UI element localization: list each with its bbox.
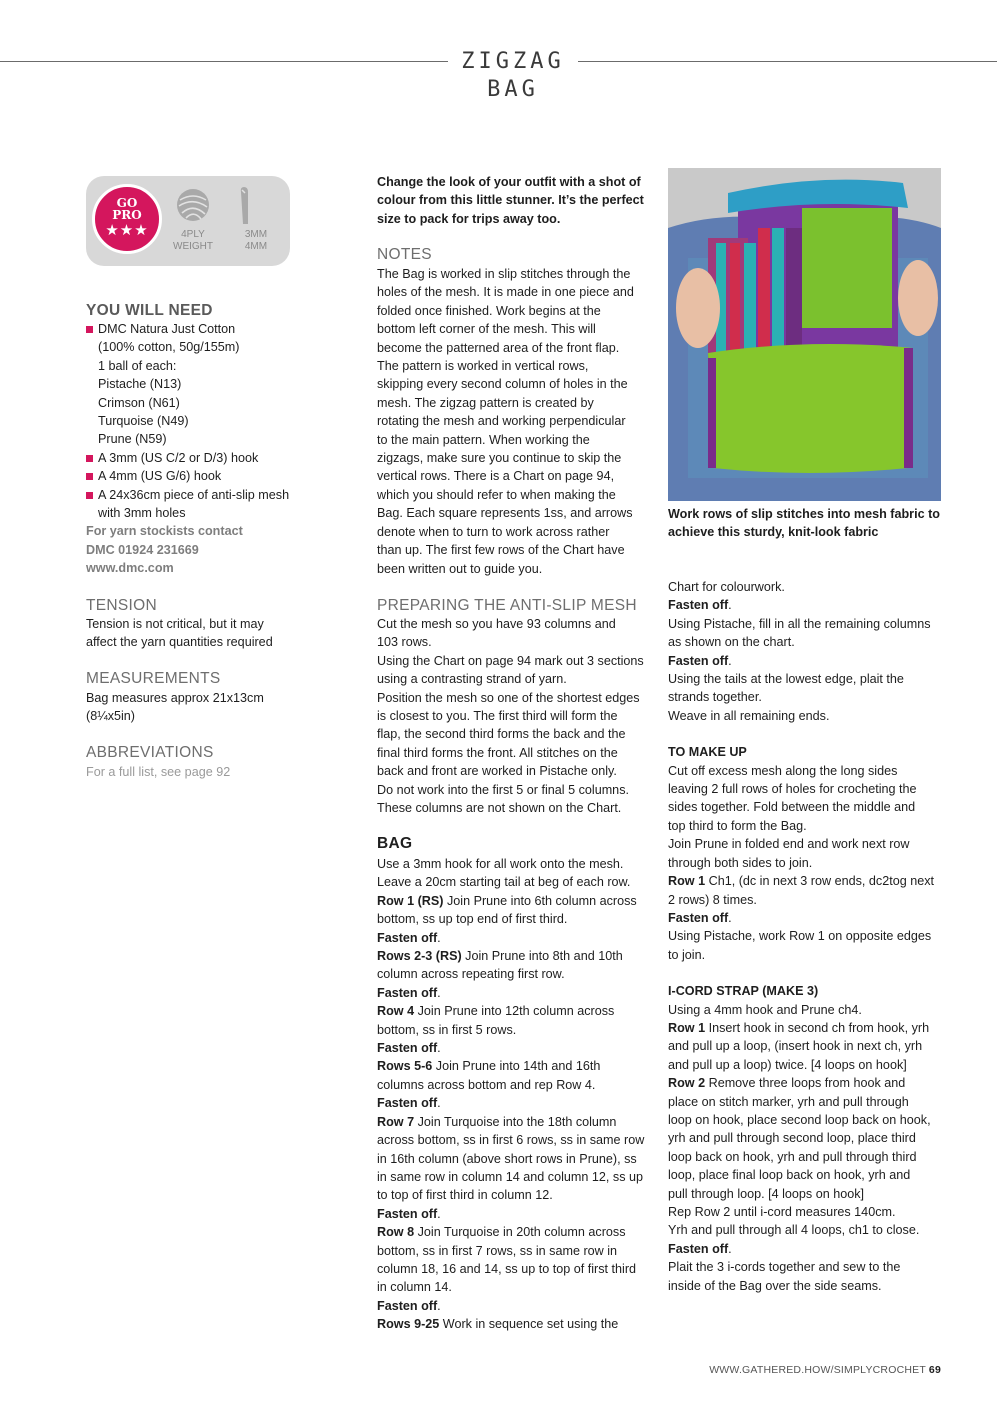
page-title: ZIGZAG BAG [461, 49, 565, 102]
text-line: Cut the mesh so you have 93 columns and [377, 617, 616, 631]
list-item: A 3mm (US C/2 or D/3) hook [86, 449, 326, 467]
text-line: The Bag is worked in slip stitches through the [377, 267, 631, 281]
hook-size-label: 3MM 4MM [244, 229, 268, 252]
text-line: to the main pattern. When working the [377, 432, 590, 447]
page-footer [600, 1361, 941, 1379]
badge-level-top: GO [116, 196, 138, 210]
text-line: Bag. Each square represents 1ss, and arrows [377, 506, 633, 521]
intro-text: Change the look of your outfit with a shot of colour from this little stunner. It’s the perfect size to pack for trips away too. [377, 175, 644, 226]
badge-level-bottom: PRO [112, 208, 142, 222]
abbreviations-heading: ABBREVIATIONS [86, 744, 214, 761]
list-item: A 4mm (US G/6) hook [86, 467, 326, 485]
measurements-heading: MEASUREMENTS [86, 670, 221, 687]
materials-list [86, 320, 326, 578]
bag-photo [668, 168, 941, 501]
crochet-hook-icon [236, 184, 256, 228]
bag-heading: BAG [377, 835, 413, 852]
yarn-quantity: 1 ball of each: [98, 358, 177, 373]
icord-heading: I-CORD STRAP (MAKE 3) [668, 984, 819, 999]
text-line: rotating the mesh and working perpendicular [377, 414, 626, 429]
colour-item: Turquoise (N49) [98, 414, 189, 429]
text-line: mesh. The zigzag pattern is created by [377, 395, 594, 410]
tension-text: Tension is not critical, but it may affect the yarn quantities required [86, 617, 273, 650]
photo-caption: Work rows of slip stitches into mesh fabric to achieve this sturdy, knit-look fabric [668, 507, 940, 540]
text-line: Position the mesh so one of the shortest edges [377, 690, 640, 705]
text-line: denote when to turn to work across rather [377, 524, 610, 539]
text-line: The pattern is worked in vertical rows, [377, 359, 589, 374]
you-will-need-heading: YOU WILL NEED [86, 302, 213, 319]
colour-item: Crimson (N61) [98, 395, 180, 410]
abbreviations-text: For a full list, see page 92 [86, 765, 231, 779]
header-rule-right [578, 61, 997, 62]
text-line: than up. The first few rows of the Chart have [377, 543, 625, 558]
text-line: become the patterned area of the front flap. [377, 340, 620, 355]
text-line: is closest to you. The first third will form the [377, 709, 618, 724]
badge-stars: ★★★ [105, 222, 149, 239]
text-line: folded once finished. Work begins at the [377, 303, 601, 318]
footer-url[interactable]: WWW.GATHERED.HOW/SIMPLYCROCHET [709, 1364, 926, 1376]
colour-item: Prune (N59) [98, 432, 167, 447]
preparing-heading: PREPARING THE ANTI-SLIP MESH [377, 597, 637, 614]
notes-heading: NOTES [377, 246, 432, 263]
bag-instructions: Use a 3mm hook for all work onto the mesh. Leave a 20cm starting tail at beg of each row. Row 1 (RS) Join Prune into 6th column across bottom, ss up top end of first third. Fasten off. Rows 2-3 (RS) Join Prune into 8th and 10th column across repeating first row. Fasten off. Row 4 Join Prune into 12th column across bottom, ss in first 5 rows. Fasten off. Rows 5-6 Join Prune into 14th and 16th columns across bottom and rep Row 4. Fasten off. Row 7 Join Turquoise into the 18th column across bottom, ss in first 6 rows, ss in same row in 16th column (above short rows in Prune), ss in same row in column 14 and column 12, ss up to top of first third in column 12. Fasten off. Row 8 Join Turquoise in 20th column across bottom, ss in first 7 rows, ss in same row in column 18, 16 and 14, ss up to top of first third in column 14. Fasten off. Rows 9-25 Work in sequence set using the [377, 857, 645, 1332]
text-line: Do not work into the first 5 or final 5 columns. [377, 782, 629, 797]
stockist-contact: For yarn stockists contact [86, 524, 243, 539]
text-line: back and front are worked in Pistache only. [377, 764, 617, 779]
yarn-ball-icon [176, 188, 210, 222]
yarn-detail: (100% cotton, 50g/155m) [98, 340, 240, 355]
preparing-text [377, 615, 657, 817]
make-up-heading: TO MAKE UP [668, 745, 747, 760]
bag-illustration [668, 168, 941, 501]
text-line: been written out to guide you. [377, 561, 543, 576]
list-item: DMC Natura Just Cotton [86, 320, 326, 338]
yarn-weight-label: 4PLY WEIGHT [173, 229, 213, 252]
text-line: zigzags, make sure you continue to skip the [377, 451, 622, 466]
tension-heading: TENSION [86, 597, 157, 614]
text-line: which you should refer to when making the [377, 487, 616, 502]
text-line: using a contrasting strand of yarn. [377, 672, 567, 687]
text-line: final third forms the front. All stitches on the [377, 745, 618, 760]
difficulty-badge [92, 184, 162, 254]
text-line: skipping every second column of holes in the [377, 377, 628, 392]
right-column-text: Chart for colourwork. Fasten off. Using Pistache, fill in all the remaining columns as shown on the chart. Fasten off. Using the tails at the lowest edge, plait the strands together. Weave in all remaining ends. TO MAKE UP Cut off excess mesh along the long sides leaving 2 full rows of holes for crocheting the sides together. Fold between the middle and top third to form the Bag. Join Prune in folded end and work next row through both sides to join. Row 1 Ch1, (dc in next 3 row ends, dc2tog next 2 rows) 8 times. Fasten off. Using Pistache, work Row 1 on opposite edges to join. I-CORD STRAP (MAKE 3) Using a 4mm hook and Prune ch4. Row 1 Insert hook in second ch from hook, yrh and pull up a loop, (insert hook in next ch, yrh and pull up a loop) twice. [4 loops on hook] Row 2 Remove three loops from hook and place on stitch marker, yrh and pull through loop on hook, place second loop back on hook, yrh and pull through second loop, place third loop back on hook, yrh and pull through third loop, place final loop back on hook, yrh and pull through loop. [4 loops on hook] Rep Row 2 until i-cord measures 140cm. Yrh and pull through all 4 loops, ch1 to close. Fasten off. Plait the 3 i-cords together and sew to the inside of the Bag over the side seams. [668, 578, 948, 1295]
list-item: A 24x36cm piece of anti-slip mesh [86, 486, 326, 504]
page-number: 69 [928, 1364, 941, 1376]
header-rule-left [0, 61, 448, 62]
text-line: Using the Chart on page 94 mark out 3 sections [377, 653, 644, 668]
text-line: 103 rows. [377, 635, 432, 650]
stockist-website[interactable]: www.dmc.com [86, 561, 174, 576]
notes-text [377, 265, 657, 578]
stockist-phone: DMC 01924 231669 [86, 542, 199, 557]
measurements-text: Bag measures approx 21x13cm (8¼x5in) [86, 691, 264, 724]
text-line: holes of the mesh. It is made in one piece and [377, 285, 634, 300]
colour-item: Pistache (N13) [98, 377, 182, 392]
text-line: vertical rows. There is a Chart on page 94, [377, 469, 615, 484]
mesh-detail: with 3mm holes [98, 506, 186, 521]
text-line: These columns are not shown on the Chart. [377, 801, 622, 816]
text-line: flap, the second third forms the back and the [377, 727, 626, 742]
text-line: bottom left corner of the mesh. This will [377, 322, 596, 337]
